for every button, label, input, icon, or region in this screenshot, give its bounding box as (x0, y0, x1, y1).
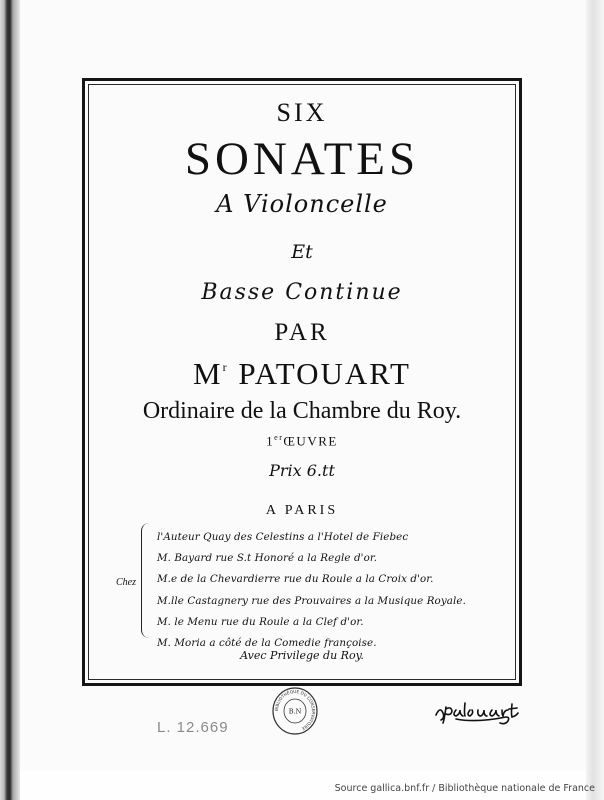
privilege-line: Avec Privilege du Roy. (240, 649, 364, 662)
subtitle-basse-continue: Basse Continue (201, 280, 403, 305)
brace (141, 523, 151, 638)
library-stamp (270, 686, 320, 736)
stamp-center-text: B.N (288, 707, 302, 716)
address-item: M.e de la Chevardierre rue du Roule a la Croix d'or. (157, 573, 434, 586)
signature (432, 693, 522, 729)
address-item: M. Moria a côté de la Comedie françoise. (157, 637, 377, 650)
subtitle-et: Et (291, 241, 313, 263)
seller-address-list (157, 527, 466, 654)
shelfmark: L. 12.669 (157, 719, 229, 736)
chez-label: Chez (116, 577, 136, 588)
opus-word: ŒUVRE (283, 433, 338, 449)
author-name-line (88, 356, 516, 392)
price: Prix 6.tt (269, 461, 335, 480)
address-item: l'Auteur Quay des Celestins a l'Hotel de Fiebec (157, 531, 409, 543)
address-item: M. Bayard rue S.t Honoré a la Regle d'or. (157, 552, 378, 565)
author-prefix: M (193, 356, 223, 391)
address-item: M.lle Castagnery rue des Prouvaires a la Musique Royale. (157, 594, 466, 607)
title-sonates: SONATES (184, 133, 420, 185)
opus-sup: er (274, 433, 284, 442)
opus-number: 1 (266, 433, 275, 449)
book-spine (0, 0, 20, 800)
subtitle-violoncelle: A Violoncelle (216, 190, 388, 218)
page-edge (586, 0, 604, 800)
author-prefix-sup: r (222, 360, 229, 374)
title-six: SIX (276, 98, 328, 127)
opus-line (88, 433, 516, 449)
city-line: A PARIS (265, 503, 339, 518)
source-footer: Source gallica.bnf.fr / Bibliothèque nationale de France (334, 783, 595, 794)
address-item: M. le Menu rue du Roule a la Clef d'or. (157, 615, 364, 628)
title-par: PAR (274, 319, 330, 346)
author-title: Ordinaire de la Chambre du Roy. (142, 398, 462, 424)
stamp-ring-text: BIBLIOTHÈQUE DU CONSERVATOIRE (273, 688, 317, 732)
author-name: PATOUART (238, 356, 411, 391)
